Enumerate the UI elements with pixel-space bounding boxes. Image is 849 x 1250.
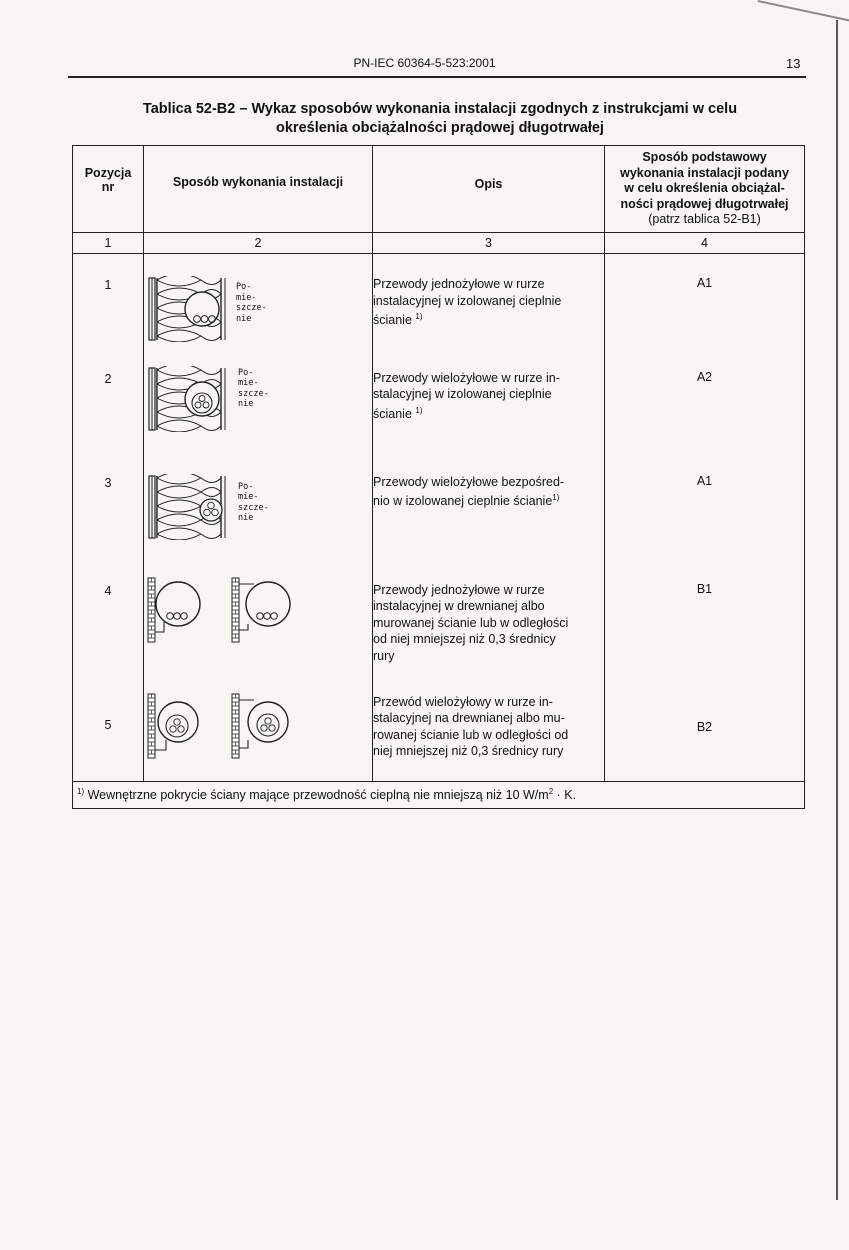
scan-edge-line xyxy=(836,20,838,1200)
table-title-line1: Tablica 52-B2 – Wykaz sposobów wykonania instalacji zgodnych z instrukcjami w celu xyxy=(142,101,738,117)
row-number: 2 xyxy=(104,371,112,386)
row-number: 4 xyxy=(104,583,112,598)
table-title-line2: określenia obciążalności prądowej długotrwałej xyxy=(276,120,604,136)
column-number-row: 1 2 3 4 xyxy=(73,233,805,254)
method-figure-cell xyxy=(144,474,373,582)
method-figure-cell xyxy=(144,694,373,782)
wall-conduit-single-core-icons xyxy=(144,576,344,646)
description: Przewody jednożyłowe w rurze instalacyjnej w drewnianej albo murowanej ścianie lub w odległości od niej mniejszej niż 0,3 średnicy rury xyxy=(373,582,605,694)
table-title xyxy=(80,100,800,138)
table-row xyxy=(73,582,805,694)
description: Przewód wielożyłowy w rurze in- stalacyjnej na drewnianej albo mu- rowanej ścianie lub w odległości od niej mniejszej niż 0,3 średnicy rury xyxy=(373,694,605,782)
page-number: 13 xyxy=(786,56,801,71)
reference-method: B1 xyxy=(605,582,805,694)
description: Przewody wielożyłowe bezpośred- nio w izolowanej cieplnie ścianie$^{1)}$ xyxy=(373,474,605,582)
reference-method: A1 xyxy=(605,254,805,370)
row-number: 5 xyxy=(104,717,112,732)
reference-method: B2 xyxy=(605,694,805,782)
header-rule xyxy=(68,76,806,78)
wall-conduit-multi-core-icons xyxy=(144,692,344,762)
table-row xyxy=(73,370,805,474)
insulated-wall-direct-multi-core-icon xyxy=(147,474,233,540)
method-figure-cell xyxy=(144,582,373,694)
footnote-row xyxy=(73,782,805,809)
reference-method: A2 xyxy=(605,370,805,474)
row-number: 3 xyxy=(104,475,112,490)
insulated-wall-conduit-multi-core-icon xyxy=(147,366,233,432)
row-number: 1 xyxy=(104,278,112,292)
footnote: $^{1)}$ Wewnętrzne pokrycie ściany mające przewodność cieplną nie mniejszą niż 10 $W/m^2 \cdot K$. xyxy=(73,782,805,809)
installation-methods-table xyxy=(72,145,805,809)
insulated-wall-conduit-single-core-icon xyxy=(147,276,233,342)
header-row xyxy=(73,146,805,233)
description: Przewody jednożyłowe w rurze instalacyjnej w izolowanej cieplnie ścianie $^{1)}$ xyxy=(373,254,605,370)
table-row xyxy=(73,254,805,370)
description: Przewody wielożyłowe w rurze in- stalacyjnej w izolowanej cieplnie ścianie $^{1)}$ xyxy=(373,370,605,474)
scan-corner-line xyxy=(758,0,849,22)
table-row xyxy=(73,694,805,782)
standard-code: PN-IEC 60364-5-523:2001 xyxy=(353,56,496,70)
col-header-method: Sposób wykonania instalacji xyxy=(144,146,373,233)
col-header-description: Opis xyxy=(373,146,605,233)
col-header-position: Pozycja nr xyxy=(73,146,144,233)
room-label: Po- mie- szcze- nie xyxy=(236,282,267,324)
table-row xyxy=(73,474,805,582)
col-header-reference-method: Sposób podstawowy wykonania instalacji podany w celu określenia obciążal- ności prądowej długotrwałej (patrz tablica 52-B1) xyxy=(605,146,805,233)
room-label: Po- mie- szcze- nie xyxy=(238,481,269,523)
method-figure-cell xyxy=(144,367,373,474)
reference-method: A1 xyxy=(605,474,805,582)
room-label: Po- mie- szcze- nie xyxy=(238,367,269,409)
method-figure-cell xyxy=(144,254,373,370)
